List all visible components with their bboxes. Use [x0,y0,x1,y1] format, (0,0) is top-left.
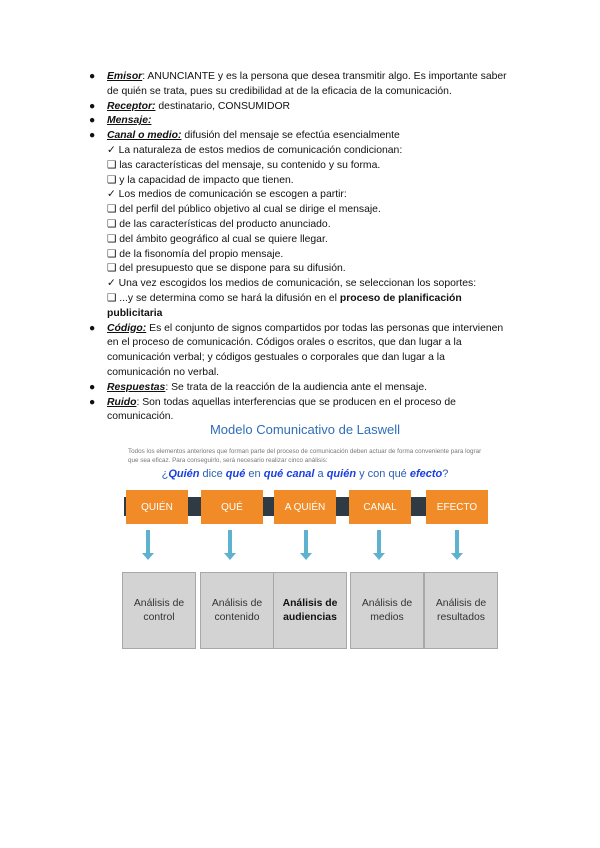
term-canal: Canal o medio: [107,130,182,142]
sub-item: ✓ Una vez escogidos los medios de comunicación, se seleccionan los soportes: [107,278,477,290]
term-respuestas: Respuestas [107,381,166,393]
term-codigo: Código: [107,322,147,334]
term-ruido: Ruido [107,396,137,408]
sub-item: ❑ las características del mensaje, su contenido y su forma. [107,159,381,171]
figure-description: Todos los elementos anteriores que forman parte del proceso de comunicación deben actuar de forma conveniente para lograr que sea eficaz. Para conseguirlo, será necesario realizar cinco análisis: [128,448,482,464]
list-item-canal [89,129,509,144]
document-body [89,70,509,425]
box-analisis-contenido: Análisis de contenido [200,572,274,649]
bullet-icon: ● [89,396,96,408]
sub-item: ❑ de las características del producto anunciado. [107,218,331,230]
laswell-figure [118,422,492,652]
sub-item: ✓ Los medios de comunicación se escogen a partir: [107,189,347,201]
text-receptor: destinatario, CONSUMIDOR [155,100,291,112]
figure-title: Modelo Comunicativo de Laswell [209,422,401,437]
sub-item: ✓ La naturaleza de estos medios de comunicación condicionan: [107,144,403,156]
q-keyword: qué [225,468,246,480]
box-analisis-audiencias: Análisis de audiencias [273,572,347,649]
text-respuestas: : Se trata de la reacción de la audiencia ante el mensaje. [165,381,428,393]
box-efecto: EFECTO [426,490,488,524]
sub-item: ❑ del perfil del público objetivo al cual se dirige el mensaje. [107,204,381,216]
sub-item: ❑ del presupuesto que se dispone para su difusión. [107,263,346,275]
list-item-receptor [89,100,509,115]
sub-item: ❑ del ámbito geográfico al cual se quiere llegar. [107,233,328,245]
q-text: a [314,468,327,480]
sub-item: ❑ de la fisonomía del propio mensaje. [107,248,284,260]
q-text: ¿ [161,468,169,480]
box-analisis-medios: Análisis de medios [350,572,424,649]
bullet-icon: ● [89,130,96,142]
list-item-codigo [89,322,509,381]
q-text: y con qué [356,468,410,480]
figure-question [118,468,492,480]
text-canal: difusión del mensaje se efectúa esencialmente [181,130,400,142]
list-item-mensaje [89,114,509,129]
box-canal: CANAL [349,490,411,524]
term-mensaje: Mensaje: [107,115,152,127]
box-a-quien: A QUIÉN [274,490,336,524]
q-text: en [245,468,264,480]
text-emisor: : ANUNCIANTE y es la persona que desea transmitir algo. Es importante saber de quién se trata, pues su credibilidad at de la eficacia de la comunicación. [107,71,507,97]
q-text: dice [199,468,226,480]
text-ruido: : Son todas aquellas interferencias que se producen en el proceso de comunicación. [107,396,456,423]
bullet-icon: ● [89,322,96,334]
sub-item-text: ❑ ...y se determina como se hará la difusión en el [107,292,340,304]
text-codigo: Es el conjunto de signos compartidos por todas las personas que intervienen en el proceso de comunicación. Códigos orales o escritos, que dan lugar a la comunicación verbal; y códigos gestuales o corporales que dan lugar a la comunicación no verbal. [107,322,504,378]
q-keyword: efecto [409,468,443,480]
bullet-icon: ● [89,115,96,127]
sub-item-bold: proceso de planificación publicitaria [107,292,462,319]
canal-sublist [89,144,509,322]
bullet-icon: ● [89,71,96,82]
list-item-respuestas [89,381,509,396]
box-analisis-control: Análisis de control [122,572,196,649]
sub-item-last [89,292,509,322]
bullet-icon: ● [89,381,96,393]
q-keyword: Quién [168,468,200,480]
bullet-icon: ● [89,100,96,112]
list-item-emisor [89,70,509,100]
box-que: QUÉ [201,490,263,524]
box-analisis-resultados: Análisis de resultados [424,572,498,649]
q-text: ? [442,468,449,480]
list-item-ruido [89,396,509,426]
sub-item: ❑ y la capacidad de impacto que tienen. [107,174,294,186]
term-emisor: Emisor [107,71,143,82]
q-keyword: quién [326,468,357,480]
term-receptor: Receptor: [107,100,156,112]
box-quien: QUIÉN [126,490,188,524]
q-keyword: qué canal [263,468,315,480]
